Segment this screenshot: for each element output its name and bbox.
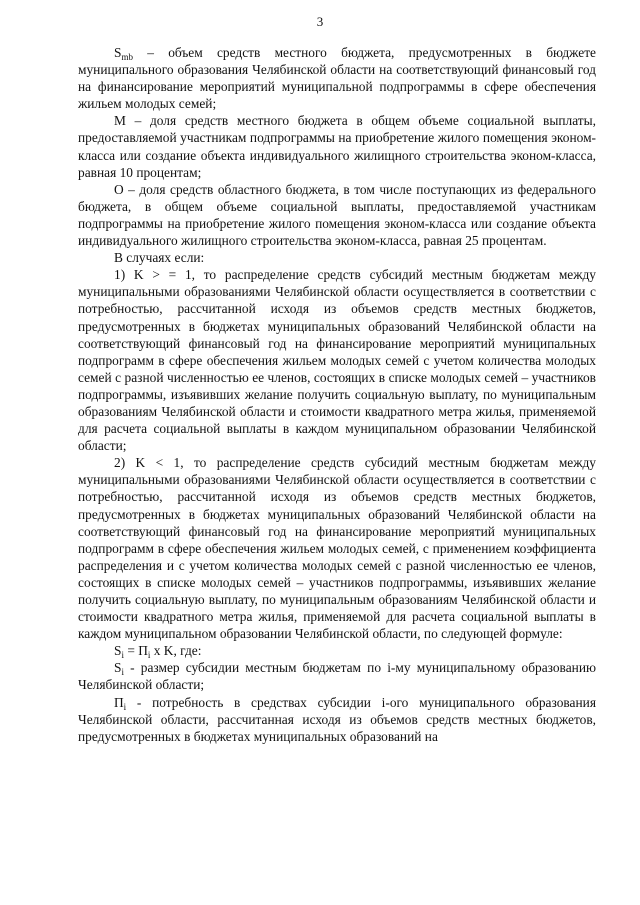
document-body <box>78 44 596 745</box>
case-1: 1) K > = 1, то распределение средств субсидий местным бюджетам между муниципальными образованиями Челябинской области осуществляется в соответствии с потребностью, рассчитанной исходя из объемов средств местных бюджетов, предусмотренных в бюджетах муниципальных образований Челябинской области на соответствующий финансовый год на финансирование мероприятий муниципальных подпрограмм в сфере обеспечения жильем молодых семей с учетом количества молодых семей с разной численностью ее членов, состоящих в списке молодых семей – участников подпрограммы, изъявивших желание получить социальную выплату, по муниципальным образованиям Челябинской области и стоимости квадратного метра жилья, применяемой для расчета социальной выплаты в каждом муниципальном образовании Челябинской области; <box>78 267 596 454</box>
case-2: 2) K < 1, то распределение средств субсидий местным бюджетам между муниципальными образованиями Челябинской области осуществляется в соответствии с потребностью, рассчитанной исходя из объемов средств местных бюджетов, предусмотренных в бюджетах муниципальных образований Челябинской области на соответствующий финансовый год на финансирование мероприятий муниципальных подпрограмм в сфере обеспечения жильем молодых семей, с применением коэффициента распределения и с учетом количества молодых семей с разной численностью ее членов, состоящих в списке молодых семей – участников подпрограммы, изъявивших желание получить социальную выплату, по муниципальным образованиям Челябинской области и стоимости квадратного метра жилья, применяемой для расчета социальной выплаты в каждом муниципальном образовании Челябинской области, по следующей формуле: <box>78 455 596 642</box>
formula-rest: х K, где: <box>150 643 202 659</box>
definition-o: О – доля средств областного бюджета, в том числе поступающих из федерального бюджета, в общем объеме социальной выплаты, предоставляемой участникам подпрограммы на приобретение жилого помещения эконом-класса или создание объекта индивидуального жилищного строительства эконом-класса, равная 25 процентам. <box>78 181 596 249</box>
pi-subscript: i <box>123 701 127 712</box>
formula-eq: = П <box>123 643 148 659</box>
page-number: 3 <box>316 14 324 29</box>
si-symbol: S <box>114 660 122 676</box>
si-text: - размер субсидии местным бюджетам по i-му муниципальному образованию Челябинской области; <box>78 660 596 693</box>
definition-m: М – доля средств местного бюджета в общем объеме социальной выплаты, предоставляемой участникам подпрограммы на приобретение жилого помещения эконом-класса или создание объекта индивидуального жилищного строительства эконом-класса, равная 10 процентам; <box>78 113 596 180</box>
definition-pi <box>78 694 596 745</box>
formula-s-subscript: i <box>121 650 124 661</box>
si-subscript: i <box>121 667 124 678</box>
smb-subscript: mb <box>121 52 133 62</box>
smb-symbol: S <box>114 45 122 60</box>
formula-p-subscript: i <box>147 650 151 661</box>
definition-si <box>78 659 596 693</box>
pi-symbol: П <box>114 694 124 710</box>
definition-smb <box>78 44 596 112</box>
cases-intro: В случаях если: <box>114 250 205 266</box>
formula <box>78 642 596 659</box>
formula-s: S <box>114 643 122 659</box>
pi-text: - потребность в средствах субсидии i-ого муниципального образования Челябинской области, рассчитанная исходя из объемов средств местных бюджетов, предусмотренных в бюджетах муниципальных образований на <box>78 694 596 744</box>
smb-text: – объем средств местного бюджета, предусмотренных в бюджете муниципального образования Челябинской области на соответствующий финансовый год на финансирование мероприятий муниципальной подпрограммы в сфере обеспечения жильем молодых семей; <box>78 45 596 112</box>
